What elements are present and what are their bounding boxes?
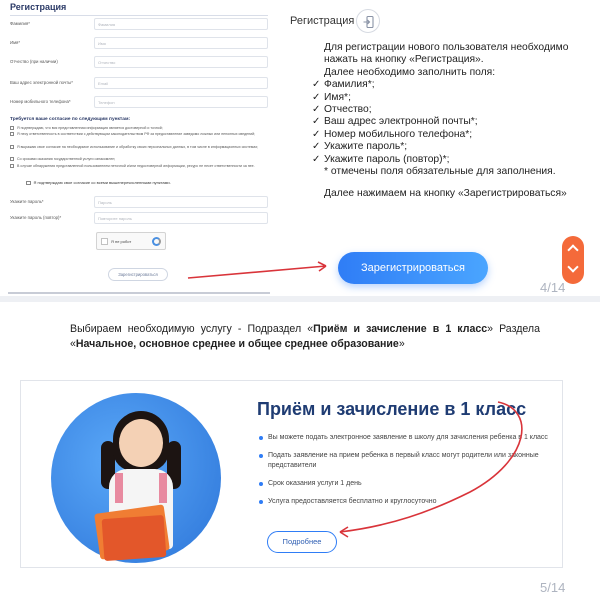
password-repeat-input[interactable] [94, 212, 268, 224]
patronymic-input[interactable] [94, 56, 268, 68]
surname-field-row [10, 18, 268, 32]
divider [10, 15, 268, 16]
password-repeat-field-row [10, 212, 268, 226]
recaptcha-logo-icon [152, 237, 161, 246]
placeholder: Отчество [98, 60, 116, 65]
field-label: Укажите пароль (повтор)* [10, 215, 62, 220]
consent-item[interactable]: Я выражаю свое согласие на необходимое использование и обработку своих персональных данных, в том числе в информационных системах; [10, 145, 268, 149]
login-icon [357, 10, 381, 34]
slide-separator [0, 296, 600, 302]
field-label: Имя* [10, 40, 21, 45]
placeholder: Пароль [98, 200, 112, 205]
field-label: Ваш адрес электронной почты* [10, 80, 73, 85]
card-bullet: Срок оказания услуги 1 день [259, 479, 559, 489]
girl-illustration [31, 381, 241, 569]
placeholder: Фамилия [98, 22, 115, 27]
card-bullet: Услуга предоставляется бесплатно и круглосуточно [259, 497, 559, 507]
recaptcha-widget[interactable] [96, 232, 166, 250]
placeholder: Email [98, 81, 109, 86]
checkbox[interactable] [26, 181, 31, 186]
password-input[interactable] [94, 196, 268, 208]
field-label: Фамилия* [10, 21, 30, 26]
checklist-item: ✓ Укажите пароль*; [312, 141, 596, 153]
email-input[interactable] [94, 77, 268, 89]
field-label: Отчество (при наличии) [10, 59, 58, 64]
surname-input[interactable] [94, 18, 268, 30]
checkbox[interactable] [10, 126, 14, 130]
checklist-item: ✓ Ваш адрес электронной почты*; [312, 116, 596, 128]
divider [8, 292, 270, 294]
registration-form-screenshot [0, 0, 272, 290]
checklist-item: ✓ Укажите пароль (повтор)*; [312, 154, 596, 166]
instructions [312, 42, 596, 201]
checkbox[interactable] [10, 132, 14, 136]
form-title: Регистрация [10, 2, 67, 12]
slide-4 [0, 0, 600, 296]
more-button[interactable]: Подробнее [267, 531, 337, 553]
field-label: Укажите пароль* [10, 199, 44, 204]
placeholder: Имя [98, 41, 106, 46]
page-indicator: 4/14 [540, 280, 566, 295]
checkbox[interactable] [10, 157, 14, 161]
slide-5-instruction: Выбираем необходимую услугу - Подраздел «Приём и зачисление в 1 класс» Раздела «Начальное, основное среднее и общее среднее образование» [70, 323, 540, 350]
page-indicator: 5/14 [540, 580, 566, 595]
field-label: Номер мобильного телефона* [10, 99, 71, 104]
card-bullet: Вы можете подать электронное заявление в школу для зачисления ребенка в 1 класс [259, 433, 559, 443]
checkbox[interactable] [10, 164, 14, 168]
recaptcha-label: Я не робот [111, 239, 132, 244]
register-button[interactable]: Зарегистрироваться [338, 252, 488, 284]
intro-text: Для регистрации нового пользователя необходимо нажать на кнопку «Регистрация». [324, 42, 569, 66]
scroll-buttons[interactable] [562, 236, 584, 284]
phone-field-row [10, 96, 268, 110]
chevron-down-icon[interactable] [567, 261, 578, 272]
chevron-up-icon[interactable] [567, 244, 578, 255]
consent-all-checkbox[interactable]: Я подтверждаю свое согласие со всеми вышеперечисленными пунктами. [26, 180, 171, 185]
form-register-button[interactable]: Зарегистрироваться [108, 268, 168, 281]
section-name: Начальное, основное среднее и общее среднее образование [75, 338, 399, 350]
card-title: Приём и зачисление в 1 класс [257, 399, 527, 419]
consent-item[interactable]: В случае обнаружения представленной пользователем неточной и/или недостоверной информации, ресурс не несет ответственности за нее. [10, 164, 268, 168]
final-text: Далее нажимаем на кнопку «Зарегистрироваться» [324, 188, 567, 200]
placeholder: Телефон [98, 100, 115, 105]
card-bullet: Подать заявление на прием ребенка в первый класс могут родители или законные представители [259, 451, 559, 471]
name-input[interactable] [94, 37, 268, 49]
recaptcha-checkbox[interactable] [101, 238, 108, 245]
registration-heading: Регистрация [290, 15, 355, 27]
patronymic-field-row [10, 56, 268, 70]
placeholder: Повторите пароль [98, 216, 132, 221]
consent-item[interactable]: Я несу ответственность в соответствии с действующим законодательством РФ за предоставление заведомо ложных или неполных сведений; [10, 132, 268, 136]
checklist-item: ✓ Имя*; [312, 92, 596, 104]
subsection-name: Приём и зачисление в 1 класс [313, 323, 488, 335]
checklist-item: ✓ Номер мобильного телефона*; [312, 129, 596, 141]
phone-input[interactable] [94, 96, 268, 108]
service-card [20, 380, 563, 568]
consent-title: Требуется ваше согласие по следующим пунктам: [10, 117, 131, 122]
consent-item[interactable]: Я подтверждаю, что вся представленная информация является достоверной и точной; [10, 126, 268, 130]
password-field-row [10, 196, 268, 210]
consent-item[interactable]: Со сроками оказания государственной услуги ознакомлен; [10, 157, 268, 161]
fill-text: Далее необходимо заполнить поля: [324, 66, 496, 78]
checklist-item: ✓ Отчество; [312, 104, 596, 116]
checkbox[interactable] [10, 145, 14, 149]
required-note: * отмечены поля обязательные для заполнения. [324, 166, 556, 178]
email-field-row [10, 77, 268, 91]
name-field-row [10, 37, 268, 51]
login-button[interactable] [356, 9, 380, 33]
checklist-item: ✓ Фамилия*; [312, 79, 596, 91]
